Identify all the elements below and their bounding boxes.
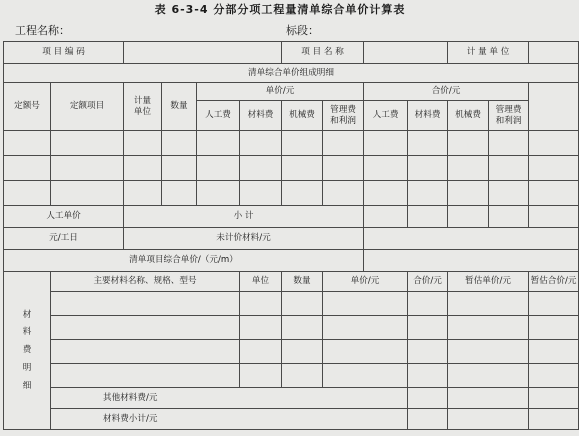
material-row — [4, 292, 579, 316]
material-quantity-label: 数量 — [282, 272, 323, 292]
section-label: 标段： — [286, 24, 319, 37]
material-row — [4, 340, 579, 364]
table-row — [4, 131, 579, 156]
col-blank — [529, 83, 579, 131]
est-total-price-label: 暂估合价/元 — [529, 272, 579, 292]
material-total-price-label: 合价/元 — [408, 272, 448, 292]
item-unit-price-row — [4, 250, 579, 272]
unit-price-table — [3, 41, 579, 430]
project-name-label: 工程名称： — [15, 24, 70, 37]
col-total-price-group: 合价/元 — [364, 83, 529, 101]
other-material-label: 其他材料费/元 — [51, 388, 408, 409]
col-unit-price-group: 单价/元 — [197, 83, 364, 101]
unpriced-material-label: 未计价材料/元 — [124, 228, 364, 250]
col-machine-total: 机械费 — [448, 101, 489, 131]
unpriced-material-row — [4, 228, 579, 250]
composition-title-row — [4, 64, 579, 83]
table-row — [4, 181, 579, 206]
est-unit-price-label: 暂估单价/元 — [448, 272, 529, 292]
col-material-total: 材料费 — [408, 101, 448, 131]
col-quantity: 数量 — [162, 83, 197, 131]
col-quota-item: 定额项目 — [51, 83, 124, 131]
labor-unit-price-label: 人工单价 — [4, 206, 124, 228]
material-side-label: 材 料 费 明 细 — [4, 272, 51, 430]
material-header-row — [4, 272, 579, 292]
col-mgmt-profit: 管理费和利润 — [323, 101, 364, 131]
column-header-row-1 — [4, 83, 579, 101]
other-material-row — [4, 388, 579, 409]
unit-value — [529, 42, 579, 64]
col-machine: 机械费 — [282, 101, 323, 131]
table-row — [4, 156, 579, 181]
item-unit-price-label: 清单项目综合单价/（元/m） — [4, 250, 364, 272]
material-subtotal-row — [4, 409, 579, 430]
item-code-label: 项 目 编 码 — [4, 42, 124, 64]
material-unit-price-label: 单价/元 — [323, 272, 408, 292]
per-day-label: 元/工日 — [4, 228, 124, 250]
item-name-label: 项 目 名 称 — [282, 42, 364, 64]
col-labor: 人工费 — [197, 101, 240, 131]
material-row — [4, 316, 579, 340]
top-row — [4, 42, 579, 64]
col-labor-total: 人工费 — [364, 101, 408, 131]
composition-title: 清单综合单价组成明细 — [4, 64, 579, 83]
col-measure-unit: 计量单位 — [124, 83, 162, 131]
col-mgmt-profit-total: 管理费和利润 — [489, 101, 529, 131]
item-name-value — [364, 42, 448, 64]
material-row — [4, 364, 579, 388]
subtotal-label: 小 计 — [124, 206, 364, 228]
unit-label: 计 量 单 位 — [448, 42, 529, 64]
material-unit-label: 单位 — [240, 272, 282, 292]
col-material: 材料费 — [240, 101, 282, 131]
col-quota-no: 定额号 — [4, 83, 51, 131]
main-material-label: 主要材料名称、规格、型号 — [51, 272, 240, 292]
table-title: 表 6-3-4 分部分项工程量清单综合单价计算表 — [154, 3, 406, 16]
subtotal-row — [4, 206, 579, 228]
material-subtotal-label: 材料费小计/元 — [51, 409, 408, 430]
item-code-value — [124, 42, 282, 64]
